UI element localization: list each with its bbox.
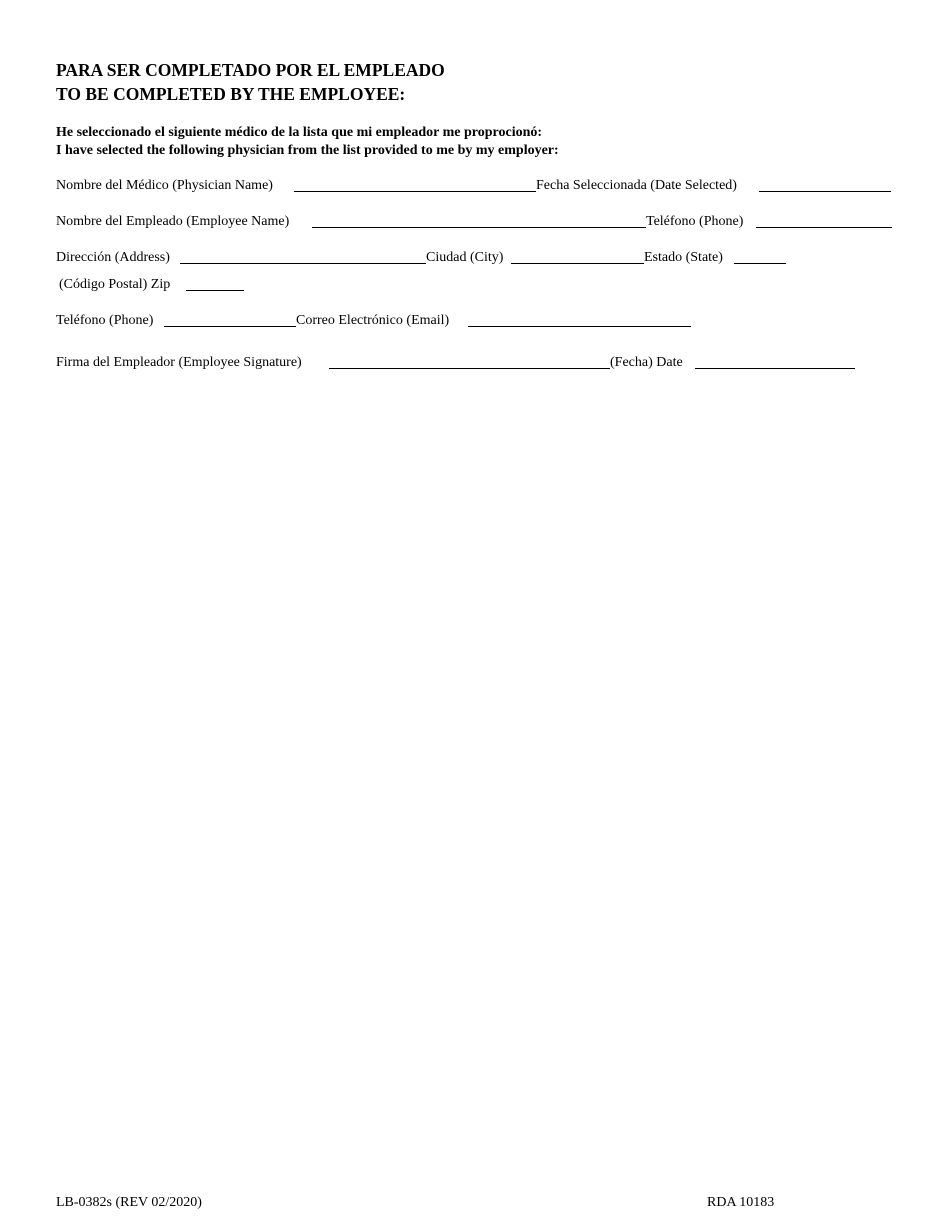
address-field[interactable] xyxy=(180,263,426,264)
address-label: Dirección (Address) xyxy=(56,250,170,265)
employee-phone-field[interactable] xyxy=(756,227,892,228)
employee-name-label: Nombre del Empleado (Employee Name) xyxy=(56,214,290,229)
physician-name-label: Nombre del Médico (Physician Name) xyxy=(56,178,273,193)
city-field[interactable] xyxy=(511,263,644,264)
signature-date-field[interactable] xyxy=(695,368,855,369)
employee-name-field[interactable] xyxy=(312,227,646,228)
city-label: Ciudad (City) xyxy=(426,250,504,265)
physician-name-field[interactable] xyxy=(294,191,536,192)
signature-date-label: (Fecha) Date xyxy=(610,355,683,370)
signature-field[interactable] xyxy=(329,368,610,369)
date-selected-label: Fecha Seleccionada (Date Selected) xyxy=(536,178,737,193)
form-heading-spanish: PARA SER COMPLETADO POR EL EMPLEADO xyxy=(56,60,445,80)
zip-field[interactable] xyxy=(186,290,244,291)
date-selected-field[interactable] xyxy=(759,191,891,192)
email-label: Correo Electrónico (Email) xyxy=(296,313,450,328)
phone-field[interactable] xyxy=(164,326,296,327)
email-field[interactable] xyxy=(468,326,691,327)
phone-label: Teléfono (Phone) xyxy=(56,313,154,328)
form-id-footer: LB-0382s (REV 02/2020) xyxy=(56,1195,202,1210)
zip-label: (Código Postal) Zip xyxy=(59,277,171,292)
signature-label: Firma del Empleador (Employee Signature) xyxy=(56,355,302,370)
rda-number-footer: RDA 10183 xyxy=(707,1195,775,1210)
employee-phone-label: Teléfono (Phone) xyxy=(646,214,744,229)
state-label: Estado (State) xyxy=(644,250,723,265)
state-field[interactable] xyxy=(734,263,786,264)
intro-text-spanish: He seleccionado el siguiente médico de la lista que mi empleador me proprocionó: xyxy=(56,125,543,140)
intro-text-english: I have selected the following physician from the list provided to me by my employer: xyxy=(56,143,559,158)
form-heading-english: TO BE COMPLETED BY THE EMPLOYEE: xyxy=(56,84,406,104)
